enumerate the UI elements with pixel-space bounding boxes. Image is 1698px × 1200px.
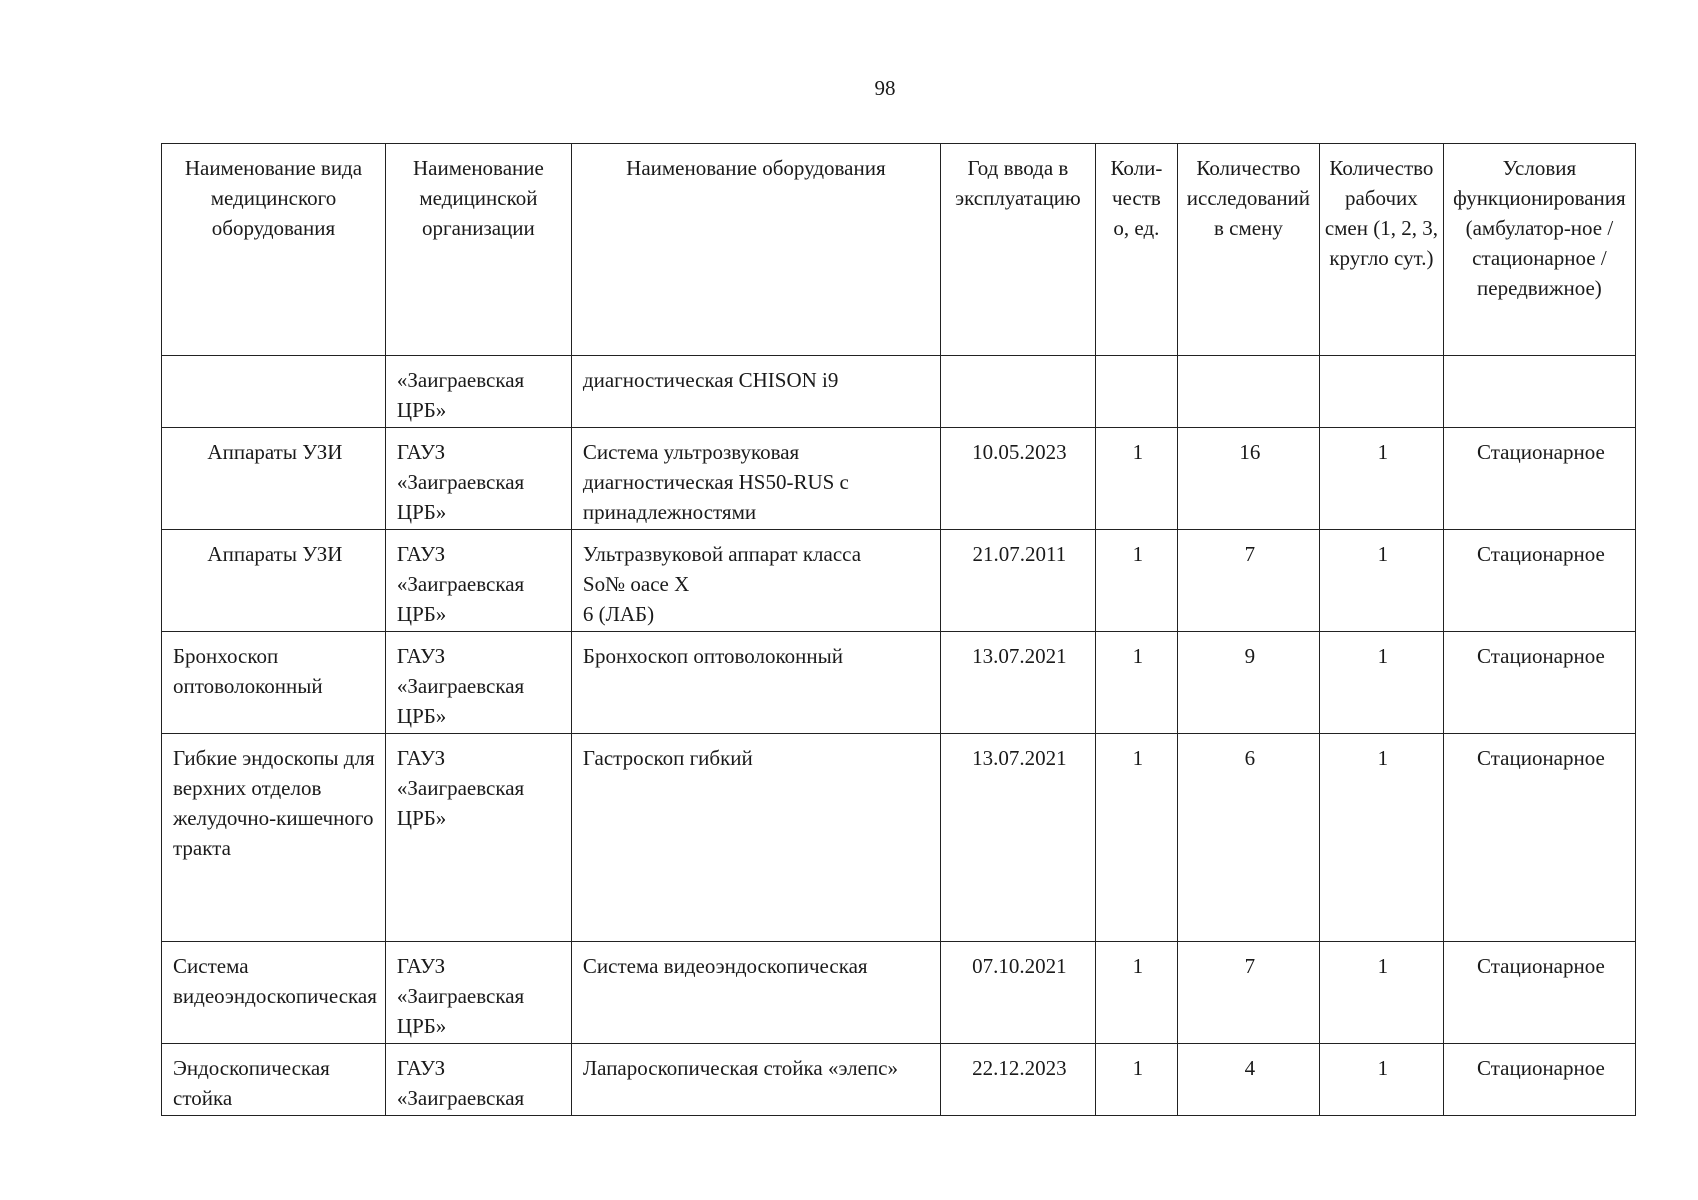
header-equipment-type: Наименование вида медицинского оборудования — [162, 144, 386, 356]
cell-type: Аппараты УЗИ — [162, 428, 386, 530]
cell-org: ГАУЗ «Заиграевская ЦРБ» — [385, 428, 571, 530]
cell-conditions: Стационарное — [1443, 632, 1635, 734]
cell-type — [162, 356, 386, 428]
cell-count — [1095, 356, 1177, 428]
cell-type: Бронхоскоп оптоволоконный — [162, 632, 386, 734]
table-row — [162, 1044, 1636, 1116]
cell-shifts: 1 — [1319, 1044, 1443, 1116]
cell-studies: 4 — [1177, 1044, 1319, 1116]
cell-year: 13.07.2021 — [940, 632, 1095, 734]
table-row — [162, 530, 1636, 632]
cell-org: «Заиграевская ЦРБ» — [385, 356, 571, 428]
cell-equipment: Ультразвуковой аппарат класса So№ oace X 6 (ЛАБ) — [571, 530, 940, 632]
header-organization: Наименование медицинской организации — [385, 144, 571, 356]
cell-studies: 6 — [1177, 734, 1319, 942]
table-row — [162, 632, 1636, 734]
cell-year: 22.12.2023 — [940, 1044, 1095, 1116]
cell-shifts — [1319, 356, 1443, 428]
cell-conditions: Стационарное — [1443, 734, 1635, 942]
cell-count: 1 — [1095, 1044, 1177, 1116]
header-quantity: Коли- честв о, ед. — [1095, 144, 1177, 356]
table-row — [162, 942, 1636, 1044]
cell-count: 1 — [1095, 530, 1177, 632]
table-row — [162, 428, 1636, 530]
cell-studies: 7 — [1177, 530, 1319, 632]
cell-conditions: Стационарное — [1443, 942, 1635, 1044]
cell-studies: 9 — [1177, 632, 1319, 734]
cell-equipment: Гастроскоп гибкий — [571, 734, 940, 942]
cell-conditions — [1443, 356, 1635, 428]
table-row — [162, 734, 1636, 942]
cell-type: Гибкие эндоскопы для верхних отделов желудочно-кишечного тракта — [162, 734, 386, 942]
cell-org: ГАУЗ «Заиграевская ЦРБ» — [385, 530, 571, 632]
cell-conditions: Стационарное — [1443, 530, 1635, 632]
header-equipment-name: Наименование оборудования — [571, 144, 940, 356]
cell-count: 1 — [1095, 942, 1177, 1044]
cell-shifts: 1 — [1319, 530, 1443, 632]
cell-count: 1 — [1095, 734, 1177, 942]
header-studies-per-shift: Количество исследований в смену — [1177, 144, 1319, 356]
cell-org: ГАУЗ «Заиграевская ЦРБ» — [385, 734, 571, 942]
cell-shifts: 1 — [1319, 632, 1443, 734]
cell-studies: 16 — [1177, 428, 1319, 530]
cell-equipment: Лапароскопическая стойка «элепс» — [571, 1044, 940, 1116]
table-header-row — [162, 144, 1636, 356]
cell-equipment: Бронхоскоп оптоволоконный — [571, 632, 940, 734]
cell-shifts: 1 — [1319, 942, 1443, 1044]
cell-studies: 7 — [1177, 942, 1319, 1044]
cell-org: ГАУЗ «Заиграевская ЦРБ» — [385, 942, 571, 1044]
table-row — [162, 356, 1636, 428]
cell-year: 13.07.2021 — [940, 734, 1095, 942]
cell-year: 21.07.2011 — [940, 530, 1095, 632]
cell-equipment: Система ультрозвуковая диагностическая HS50-RUS с принадлежностями — [571, 428, 940, 530]
cell-org: ГАУЗ «Заиграевская ЦРБ» — [385, 632, 571, 734]
cell-conditions: Стационарное — [1443, 1044, 1635, 1116]
cell-equipment: диагностическая CHISON i9 — [571, 356, 940, 428]
page-number: 98 — [874, 76, 896, 100]
cell-count: 1 — [1095, 632, 1177, 734]
cell-org: ГАУЗ «Заиграевская — [385, 1044, 571, 1116]
cell-equipment: Система видеоэндоскопическая — [571, 942, 940, 1044]
header-conditions: Условия функционирования (амбулатор-ное / стационарное / передвижное) — [1443, 144, 1635, 356]
header-shifts: Количество рабочих смен (1, 2, 3, кругло сут.) — [1319, 144, 1443, 356]
cell-type: Система видеоэндоскопическая — [162, 942, 386, 1044]
cell-shifts: 1 — [1319, 428, 1443, 530]
cell-year — [940, 356, 1095, 428]
cell-shifts: 1 — [1319, 734, 1443, 942]
equipment-table — [161, 143, 1636, 1116]
cell-count: 1 — [1095, 428, 1177, 530]
cell-type: Аппараты УЗИ — [162, 530, 386, 632]
header-commissioning-year: Год ввода в эксплуатацию — [940, 144, 1095, 356]
cell-year: 10.05.2023 — [940, 428, 1095, 530]
cell-conditions: Стационарное — [1443, 428, 1635, 530]
cell-type: Эндоскопическая стойка — [162, 1044, 386, 1116]
cell-studies — [1177, 356, 1319, 428]
cell-year: 07.10.2021 — [940, 942, 1095, 1044]
